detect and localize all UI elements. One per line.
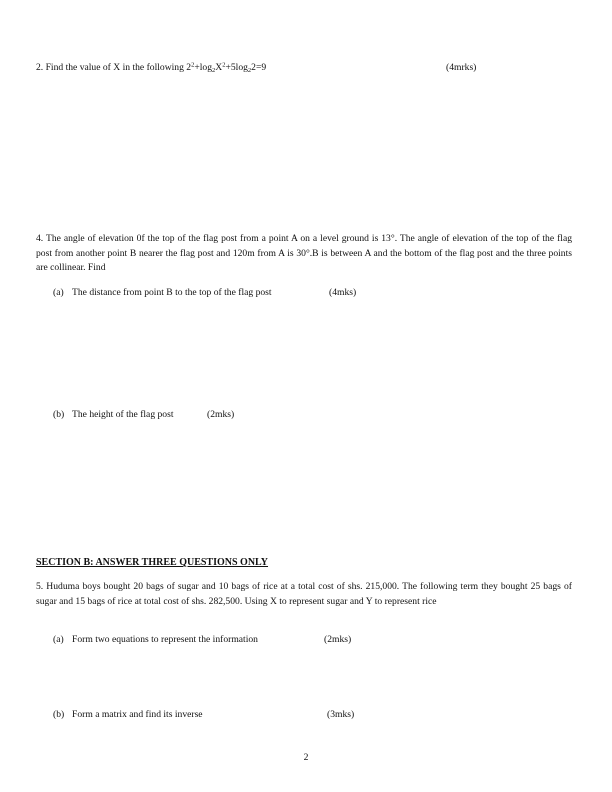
page-number: 2 [303,752,309,763]
q4-part-a [53,286,272,300]
q5-part-a [53,633,258,647]
q5a-text: Form two equations to represent the information [72,634,258,645]
question-4-stem: 4. The angle of elevation 0f the top of the flag post from a point A on a level ground is 13°. The angle of elevation of the top of the flag post from another point B nearer the flag post and 120m from A is 30°.B is between A and the bottom of the flag post and the three points are collinear. Find [36,233,572,273]
q5a-label: (a) [53,634,64,645]
q4-part-b [53,408,174,422]
section-b-heading: SECTION B: ANSWER THREE QUESTIONS ONLY [36,557,269,568]
q2-base-1: 2 [212,67,216,74]
q4b-label: (b) [53,409,65,420]
q4a-marks: (4mks) [329,287,357,298]
q2-text-5: 2=9 [251,62,267,73]
q5-part-b [53,708,203,722]
q2-base-2: 2 [247,67,252,74]
q2-exponent-1: 2 [191,61,195,69]
q4b-text: The height of the flag post [72,409,174,420]
q4a-text: The distance from point B to the top of the flag post [72,287,272,298]
q5b-marks: (3mks) [327,709,355,720]
question-5-stem: 5. Huduma boys bought 20 bags of sugar and 10 bags of rice at a total cost of shs. 215,000. The following term they bought 25 bags of sugar and 15 bags of rice at total cost of shs. 282,500. Using X to represent sugar and Y to represent rice [36,581,572,607]
q2-text-3: X [215,62,223,73]
q5b-text: Form a matrix and find its inverse [72,709,203,720]
q2-text: 2. Find the value of X in the following 2 [36,62,192,73]
q4b-marks: (2mks) [207,409,235,420]
q4a-label: (a) [53,287,64,298]
question-2 [36,61,266,75]
q2-exponent-2: 2 [222,61,226,69]
q2-marks: (4mrks) [446,62,477,73]
q5b-label: (b) [53,709,65,720]
q2-text-2: +log [194,62,213,73]
q2-text-4: +5log [225,62,248,73]
q5a-marks: (2mks) [324,634,352,645]
